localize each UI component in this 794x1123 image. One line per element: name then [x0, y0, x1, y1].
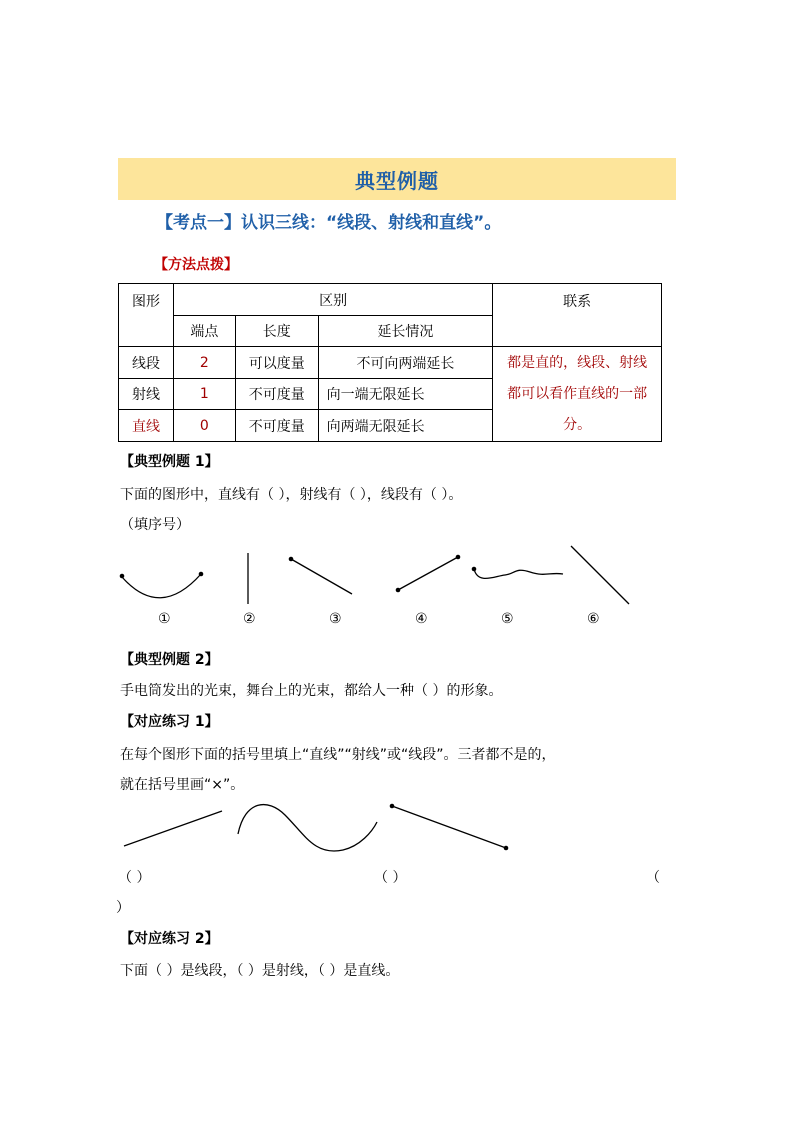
- endpoint-dot: [289, 557, 294, 562]
- line-figure-p1: [124, 811, 222, 846]
- endpoint-dot: [390, 804, 395, 809]
- endpoint-dot: [396, 588, 401, 593]
- row-endpoints: 2: [173, 347, 235, 379]
- line-figure-6: [571, 546, 629, 604]
- header-endpoints: 端点: [173, 316, 235, 347]
- banner-title: 典型例题: [355, 168, 439, 193]
- endpoint-dot: [456, 555, 461, 560]
- practice2-heading: 【对应练习 2】: [120, 931, 219, 947]
- row-extension: 向两端无限延长: [318, 410, 493, 442]
- figure-label: ③: [329, 611, 342, 627]
- row-name: 直线: [119, 410, 174, 442]
- row-extension: 不可向两端延长: [318, 347, 493, 379]
- figure-label: ④: [415, 611, 428, 627]
- curve-figure-p2: [238, 805, 377, 851]
- answer-blank-1[interactable]: （ ）: [118, 870, 151, 886]
- connection-text: 都是直的，线段、射线都可以看作直线的一部分。: [507, 354, 648, 433]
- row-name: 射线: [119, 379, 174, 410]
- row-name: 线段: [119, 347, 174, 379]
- row-endpoints: 0: [173, 410, 235, 442]
- header-extension: 延长情况: [318, 316, 493, 347]
- header-connection: 联系: [493, 284, 662, 347]
- row-length: 不可度量: [235, 379, 318, 410]
- row-endpoints: 1: [173, 379, 235, 410]
- header-length: 长度: [235, 316, 318, 347]
- figure-label: ⑤: [501, 611, 514, 627]
- example2-question: 手电筒发出的光束，舞台上的光束，都给人一种（ ）的形象。: [120, 683, 503, 699]
- header-difference: 区别: [173, 284, 492, 316]
- segment-figure-4: [398, 557, 458, 590]
- figure-label: ⑥: [587, 611, 600, 627]
- answer-blank-3-open[interactable]: （: [646, 870, 660, 886]
- endpoint-dot: [472, 567, 477, 572]
- example1-note: （填序号）: [120, 517, 190, 533]
- example1-heading: 【典型例题 1】: [120, 454, 219, 470]
- row-length: 可以度量: [235, 347, 318, 379]
- segment-figure-p3: [392, 806, 506, 848]
- practice2-question: 下面（ ）是线段，（ ）是射线，（ ）是直线。: [120, 963, 400, 979]
- figure-label: ②: [243, 611, 256, 627]
- row-length: 不可度量: [235, 410, 318, 442]
- endpoint-dot: [199, 572, 204, 577]
- endpoint-dot: [120, 574, 125, 579]
- row-extension: 向一端无限延长: [318, 379, 493, 410]
- topic-heading: 【考点一】认识三线：“线段、射线和直线”。: [156, 213, 502, 233]
- ray-figure-3: [291, 559, 352, 594]
- answer-blank-3-close: ）: [116, 900, 130, 916]
- curve-figure-5: [474, 569, 563, 578]
- example2-heading: 【典型例题 2】: [120, 652, 219, 668]
- answer-blank-2[interactable]: （ ）: [374, 870, 407, 886]
- practice1-line2: 就在括号里画“×”。: [120, 777, 245, 793]
- practice1-line1: 在每个图形下面的括号里填上“直线”“射线”或“线段”。三者都不是的，: [120, 747, 556, 763]
- method-heading: 【方法点拨】: [154, 257, 238, 273]
- figure-label: ①: [158, 611, 171, 627]
- example1-question: 下面的图形中，直线有（ ），射线有（ ），线段有（ ）。: [120, 487, 463, 503]
- endpoint-dot: [504, 846, 509, 851]
- practice1-heading: 【对应练习 1】: [120, 714, 219, 730]
- arc-figure-1: [122, 574, 201, 598]
- header-shape: 图形: [119, 284, 174, 347]
